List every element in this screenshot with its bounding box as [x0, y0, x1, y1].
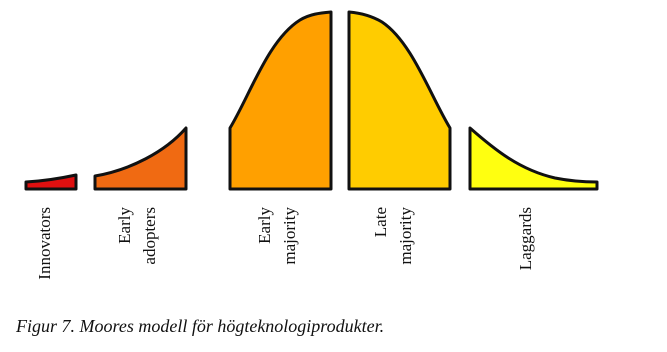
early-majority-label-line-2: majority — [280, 207, 299, 265]
laggards-segment — [470, 128, 597, 189]
curve-segments — [26, 12, 597, 189]
early-majority-segment — [230, 12, 331, 189]
category-labels — [35, 207, 535, 280]
innovators-segment — [26, 175, 76, 189]
innovators-label-line-1: Innovators — [35, 207, 54, 280]
early-majority-label-line-1: Early — [255, 207, 274, 244]
early-adopters-segment — [95, 128, 186, 189]
laggards-label-line-1: Laggards — [516, 207, 535, 271]
figure-caption: Figur 7. Moores modell för högteknologiprodukter. — [16, 316, 385, 336]
early-adopters-label-line-2: adopters — [140, 207, 159, 265]
late-majority-segment — [349, 12, 450, 189]
late-majority-label-line-1: Late — [371, 207, 390, 238]
early-adopters-label-line-1: Early — [115, 207, 134, 244]
late-majority-label-line-2: majority — [396, 207, 415, 265]
